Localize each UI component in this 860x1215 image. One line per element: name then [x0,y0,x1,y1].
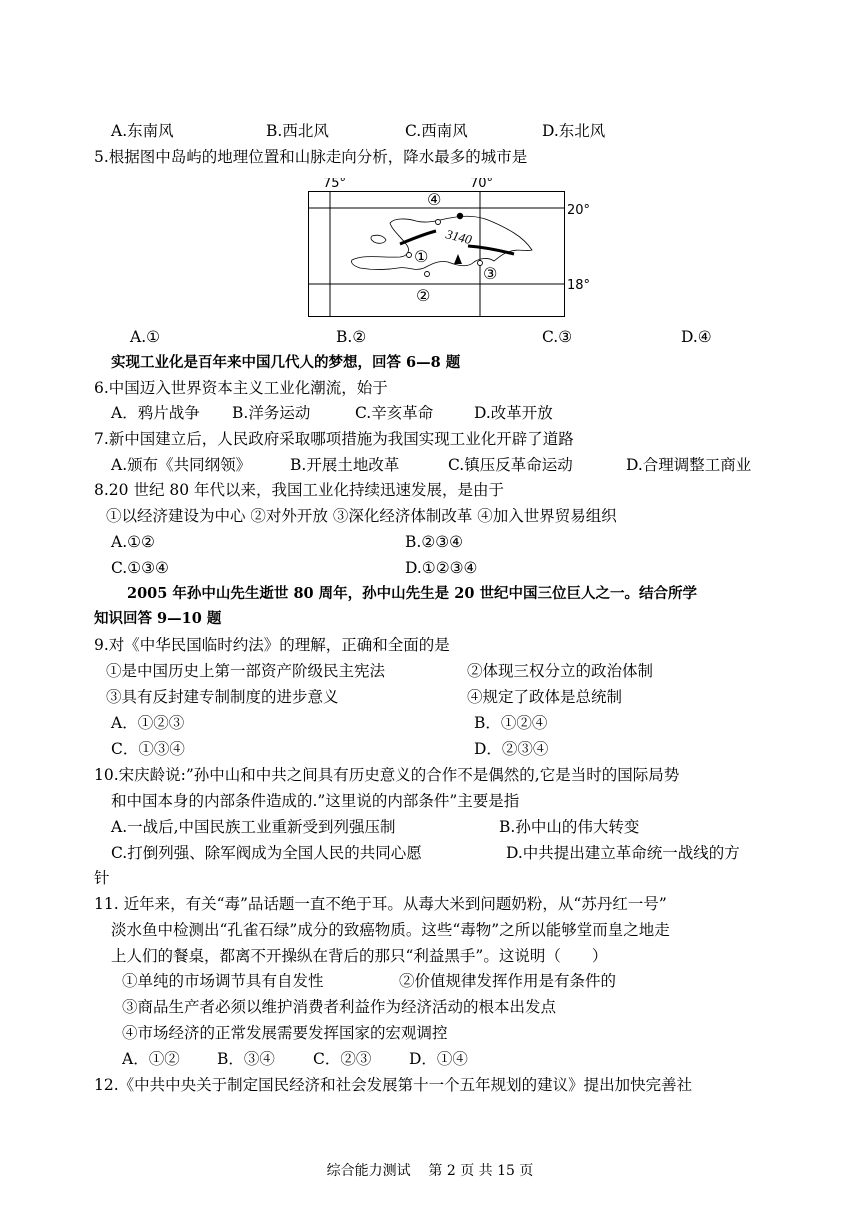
city-marker-4: ④ [427,190,442,209]
q11-stem-line2: 淡水鱼中检测出“孔雀石绿”成分的致癌物质。这些“毒物”之所以能够堂而皇之地走 [111,921,670,939]
lat-label-18: 18° [567,278,591,293]
q8-stem: 8.20 世纪 80 年代以来，我国工业化持续迅速发展，是由于 [94,481,505,499]
q11-item-2: ②价值规律发挥作用是有条件的 [399,972,617,990]
q8-option-a: A.①② [111,533,155,551]
q11-option-a: A．①② [122,1050,180,1068]
q4-option-d: D.东北风 [542,122,606,140]
q7-option-c: C.镇压反革命运动 [448,456,573,474]
map-frame [309,192,565,317]
lon-label-75: 75° [323,178,347,191]
city-dot-1 [407,253,412,258]
q9-item-2: ②体现三权分立的政治体制 [467,662,654,680]
island-map-figure [308,178,598,320]
city-marker-1: ① [414,247,429,266]
q5-option-b: B.② [336,328,367,346]
q11-stem-line3: 上人们的餐桌，都离不开操纵在背后的那只“利益黑手”。这说明（ ） [111,947,608,965]
q5-option-d: D.④ [681,328,712,346]
q6-option-a: A．鸦片战争 [111,404,200,422]
q11-option-b: B．③④ [217,1050,275,1068]
q4-option-b: B.西北风 [266,122,329,140]
q12-stem: 12.《中共中央关于制定国民经济和社会发展第十一个五年规划的建议》提出加快完善社 [94,1076,693,1094]
q10-stem-line1: 10.宋庆龄说:”孙中山和中共之间具有历史意义的合作不是偶然的,它是当时的国际局势 [94,766,680,784]
intro-9-10-line1: 2005 年孙中山先生逝世 80 周年，孙中山先生是 20 世纪中国三位巨人之一。结合所学 [127,585,697,602]
q11-stem-line1: 11. 近年来，有关“毒”品话题一直不绝于耳。从毒大米到问题奶粉，从“苏丹红一号” [94,895,667,913]
lon-label-70: 70° [470,178,494,191]
islet-outline [371,235,386,243]
mountain-range-east [468,246,514,254]
footer-page-number: 第 2 页 共 15 页 [428,1163,534,1179]
peak-elevation-label: 3140 [444,226,474,248]
city-dot-2 [425,272,430,277]
q9-item-4: ④规定了政体是总统制 [467,688,623,706]
q10-stem-line2: 和中国本身的内部条件造成的.”这里说的内部条件”主要是指 [111,792,520,810]
city-dot-4 [457,213,463,219]
q8-items: ①以经济建设为中心 ②对外开放 ③深化经济体制改革 ④加入世界贸易组织 [106,507,617,525]
q10-option-b: B.孙中山的伟大转变 [499,818,640,836]
city-dot-3 [478,261,483,266]
page-footer [0,1160,860,1180]
q6-option-d: D.改革开放 [474,404,553,422]
island-outline [351,216,532,269]
q7-stem: 7.新中国建立后，人民政府采取哪项措施为我国实现工业化开辟了道路 [94,430,574,448]
city-marker-3: ③ [483,264,498,283]
q6-stem: 6.中国迈入世界资本主义工业化潮流，始于 [94,379,388,397]
q11-item-4: ④市场经济的正常发展需要发挥国家的宏观调控 [122,1024,448,1042]
q5-option-c: C.③ [542,328,573,346]
q9-stem: 9.对《中华民国临时约法》的理解，正确和全面的是 [94,636,450,654]
q11-option-d: D．①④ [409,1050,468,1068]
q9-option-c: C．①③④ [111,740,185,758]
q9-option-d: D．②③④ [474,740,549,758]
intro-6-8: 实现工业化是百年来中国几代人的梦想，回答 6—8 题 [111,354,461,371]
q6-option-b: B.洋务运动 [232,404,311,422]
q10-option-c: C.打倒列强、除军阀成为全国人民的共同心愿 [111,844,422,862]
peak-triangle-icon [454,254,462,264]
q10-option-d-wrap: 针 [94,869,110,887]
footer-subject: 综合能力测试 [326,1163,411,1179]
q6-option-c: C.辛亥革命 [355,404,434,422]
q9-item-1: ①是中国历史上第一部资产阶级民主宪法 [106,662,386,680]
city-dot-5 [436,220,441,225]
q11-item-1: ①单纯的市场调节具有自发性 [122,972,324,990]
lat-label-20: 20° [567,203,591,218]
q8-option-d: D.①②③④ [405,559,478,577]
city-marker-2: ② [416,286,431,305]
q11-option-c: C．②③ [313,1050,372,1068]
q7-option-b: B.开展土地改革 [290,456,400,474]
intro-9-10-line2: 知识回答 9—10 题 [94,610,222,627]
q7-option-a: A.颁布《共同纲领》 [111,456,252,474]
q9-option-b: B．①②④ [474,714,548,732]
q7-option-d: D.合理调整工商业 [626,456,752,474]
q9-item-3: ③具有反封建专制制度的进步意义 [106,688,339,706]
q4-option-a: A.东南风 [111,122,174,140]
mountain-range-west [400,231,436,244]
q4-option-c: C.西南风 [405,122,468,140]
q9-option-a: A．①②③ [111,714,185,732]
q5-option-a: A.① [130,328,161,346]
q8-option-b: B.②③④ [405,533,464,551]
q5-stem: 5.根据图中岛屿的地理位置和山脉走向分析，降水最多的城市是 [94,148,528,166]
q10-option-a: A.一战后,中国民族工业重新受到列强压制 [111,818,396,836]
q8-option-c: C.①③④ [111,559,169,577]
q11-item-3: ③商品生产者必须以维护消费者利益作为经济活动的根本出发点 [122,998,557,1016]
q10-option-d: D.中共提出建立革命统一战线的方 [506,844,740,862]
